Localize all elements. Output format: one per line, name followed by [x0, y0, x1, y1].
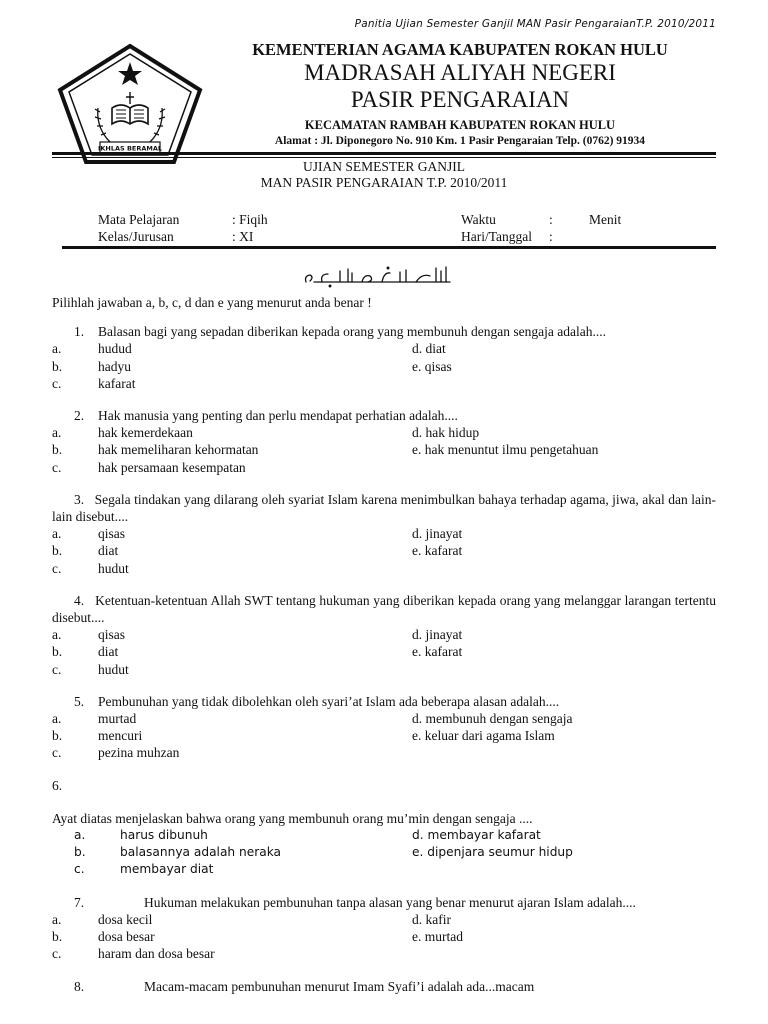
- option-letter: a.: [52, 627, 62, 643]
- question-body: Segala tindakan yang dilarang oleh syariat Islam karena menimbulkan bahaya terhadap agama, jiwa, akal dan lain-lain disebut....: [52, 491, 716, 525]
- option-b: [52, 441, 412, 458]
- option-text: hudud: [98, 341, 132, 357]
- school-name: MADRASAH ALIYAH NEGERI: [304, 60, 616, 85]
- option-text: qisas: [98, 526, 125, 542]
- address: Alamat : Jl. Diponegoro No. 910 Km. 1 Pasir Pengaraian Telp. (0762) 91934: [274, 135, 646, 147]
- option-e: e. kafarat: [412, 644, 463, 660]
- exam-title-line2: MAN PASIR PENGARAIAN T.P. 2010/2011: [260, 175, 508, 190]
- option-letter: c.: [52, 375, 62, 391]
- option-d: d. membayar kafarat: [412, 828, 541, 843]
- exam-title: [52, 159, 716, 191]
- option-letter: a.: [74, 828, 86, 843]
- option-e: e. keluar dari agama Islam: [412, 728, 555, 744]
- option-text: diat: [98, 644, 119, 660]
- option-letter: c.: [52, 661, 62, 677]
- option-a: [52, 424, 412, 441]
- option-letter: b.: [52, 442, 63, 458]
- option-b: [52, 358, 412, 375]
- option-c: [52, 744, 412, 761]
- option-b: [52, 542, 412, 559]
- question-list: [52, 294, 716, 1010]
- option-b: [52, 727, 412, 744]
- time-value: Menit: [589, 212, 622, 227]
- ministry-name: KEMENTERIAN AGAMA KABUPATEN ROKAN HULU: [252, 40, 668, 59]
- time-label-column: [461, 211, 532, 245]
- subject-label-column: [98, 211, 179, 245]
- option-b: [52, 643, 412, 660]
- option-letter: a.: [52, 711, 62, 727]
- bismillah-calligraphy: [300, 262, 460, 288]
- option-a: [52, 340, 412, 357]
- option-d: d. hak hidup: [412, 425, 480, 441]
- option-letter: a.: [52, 911, 62, 927]
- option-text: dosa besar: [98, 929, 155, 945]
- option-c: [52, 375, 412, 392]
- question-text: Pembunuhan yang tidak dibolehkan oleh syari’at Islam ada beberapa alasan adalah....: [98, 693, 560, 709]
- option-text: pezina muhzan: [98, 745, 180, 761]
- option-e: e. kafarat: [412, 543, 463, 559]
- question-text: [52, 592, 716, 626]
- option-letter: b.: [52, 358, 63, 374]
- question-item: [52, 777, 716, 879]
- option-text: hadyu: [98, 358, 131, 374]
- question-text: Ayat diatas menjelaskan bahwa orang yang membunuh orang mu’min dengan sengaja ....: [52, 810, 533, 826]
- subject-label: Mata Pelajaran: [98, 212, 180, 227]
- option-letter: a.: [52, 425, 62, 441]
- instructions: Pilihlah jawaban a, b, c, d dan e yang menurut anda benar !: [52, 295, 372, 310]
- option-letter: a.: [52, 526, 62, 542]
- question-number: 8.: [74, 978, 85, 994]
- option-text: harus dibunuh: [120, 828, 208, 843]
- option-c: [52, 560, 412, 577]
- question-number: 2.: [74, 408, 85, 424]
- option-letter: c.: [52, 560, 62, 576]
- time-label: Waktu: [461, 212, 496, 227]
- option-c: [52, 861, 412, 878]
- question-number: 3.: [74, 491, 85, 507]
- option-text: diat: [98, 543, 119, 559]
- letterhead: [210, 40, 710, 149]
- option-c: [52, 661, 412, 678]
- question-item: [52, 491, 716, 577]
- subject-value: : Fiqih: [232, 212, 268, 227]
- option-d: d. jinayat: [412, 526, 463, 542]
- option-letter: b.: [52, 644, 63, 660]
- header-note: Panitia Ujian Semester Ganjil MAN Pasir PengaraianT.P. 2010/2011: [354, 18, 716, 30]
- option-d: d. diat: [412, 341, 446, 357]
- option-a: [52, 911, 412, 928]
- question-number: 5.: [74, 693, 85, 709]
- option-text: haram dan dosa besar: [98, 946, 215, 962]
- question-item: [52, 407, 716, 476]
- question-number: 1.: [74, 324, 85, 340]
- option-text: membayar diat: [120, 862, 214, 877]
- option-c: [52, 945, 412, 962]
- option-letter: a.: [52, 341, 62, 357]
- option-letter: b.: [52, 728, 63, 744]
- date-label: Hari/Tanggal: [461, 229, 533, 244]
- option-text: hak kemerdekaan: [98, 425, 193, 441]
- option-letter: b.: [74, 845, 86, 860]
- option-letter: c.: [52, 745, 62, 761]
- time-value-column: [589, 211, 621, 228]
- question-item: [52, 894, 716, 963]
- question-text: Macam-macam pembunuhan menurut Imam Syafi’i adalah ada...macam: [144, 978, 535, 994]
- option-c: [52, 459, 412, 476]
- time-colon-column: [549, 211, 553, 245]
- time-colon: :: [549, 212, 553, 227]
- school-location: PASIR PENGARAIAN: [350, 87, 570, 112]
- letterhead-rule-thin: [52, 157, 716, 158]
- date-colon: :: [549, 229, 553, 244]
- option-text: murtad: [98, 711, 137, 727]
- option-a: [52, 710, 412, 727]
- option-text: qisas: [98, 627, 125, 643]
- question-item: [52, 592, 716, 678]
- option-text: kafarat: [98, 375, 136, 391]
- subject-value-column: [232, 211, 268, 245]
- option-text: hak memeliharan kehormatan: [98, 442, 259, 458]
- option-d: d. membunuh dengan sengaja: [412, 711, 573, 727]
- option-text: balasannya adalah neraka: [120, 845, 282, 860]
- option-text: mencuri: [98, 728, 143, 744]
- option-d: d. jinayat: [412, 627, 463, 643]
- question-item: [52, 978, 716, 995]
- question-item: [52, 693, 716, 762]
- option-letter: b.: [52, 929, 63, 945]
- question-text: Balasan bagi yang sepadan diberikan kepada orang yang membunuh dengan sengaja adalah....: [98, 324, 606, 340]
- option-letter: c.: [52, 459, 62, 475]
- class-value: : XI: [232, 229, 254, 244]
- question-number: 6.: [52, 777, 63, 793]
- option-text: dosa kecil: [98, 911, 153, 927]
- kementerian-agama-emblem: [50, 42, 210, 167]
- letterhead-rule-thick: [52, 152, 716, 155]
- option-text: hudut: [98, 661, 129, 677]
- option-b: [52, 844, 412, 861]
- option-text: hak persamaan kesempatan: [98, 459, 246, 475]
- class-label: Kelas/Jurusan: [98, 229, 174, 244]
- option-a: [52, 626, 412, 643]
- option-b: [52, 928, 412, 945]
- option-a: [52, 827, 412, 844]
- option-letter: b.: [52, 543, 63, 559]
- question-body: Ketentuan-ketentuan Allah SWT tentang hukuman yang diberikan kepada orang yang melanggar larangan tertentu disebut....: [52, 592, 716, 626]
- option-text: hudut: [98, 560, 129, 576]
- option-letter: c.: [52, 946, 62, 962]
- district: KECAMATAN RAMBAH KABUPATEN ROKAN HULU: [304, 118, 616, 132]
- question-number: 7.: [74, 894, 85, 910]
- option-d: d. kafir: [412, 911, 451, 927]
- question-item: [52, 323, 716, 392]
- question-text: Hak manusia yang penting dan perlu mendapat perhatian adalah....: [98, 408, 458, 424]
- option-letter: c.: [74, 862, 85, 877]
- info-rule: [62, 246, 716, 249]
- question-number: 4.: [74, 592, 85, 608]
- option-e: e. hak menuntut ilmu pengetahuan: [412, 442, 599, 458]
- option-e: e. murtad: [412, 929, 463, 945]
- option-e: e. qisas: [412, 358, 452, 374]
- svg-text:IKHLAS BERAMAL: IKHLAS BERAMAL: [97, 144, 163, 153]
- option-a: [52, 525, 412, 542]
- option-e: e. dipenjara seumur hidup: [412, 845, 573, 860]
- exam-title-line1: UJIAN SEMESTER GANJIL: [303, 159, 465, 174]
- question-text: [52, 491, 716, 525]
- question-text: Hukuman melakukan pembunuhan tanpa alasan yang benar menurut ajaran Islam adalah....: [144, 894, 636, 910]
